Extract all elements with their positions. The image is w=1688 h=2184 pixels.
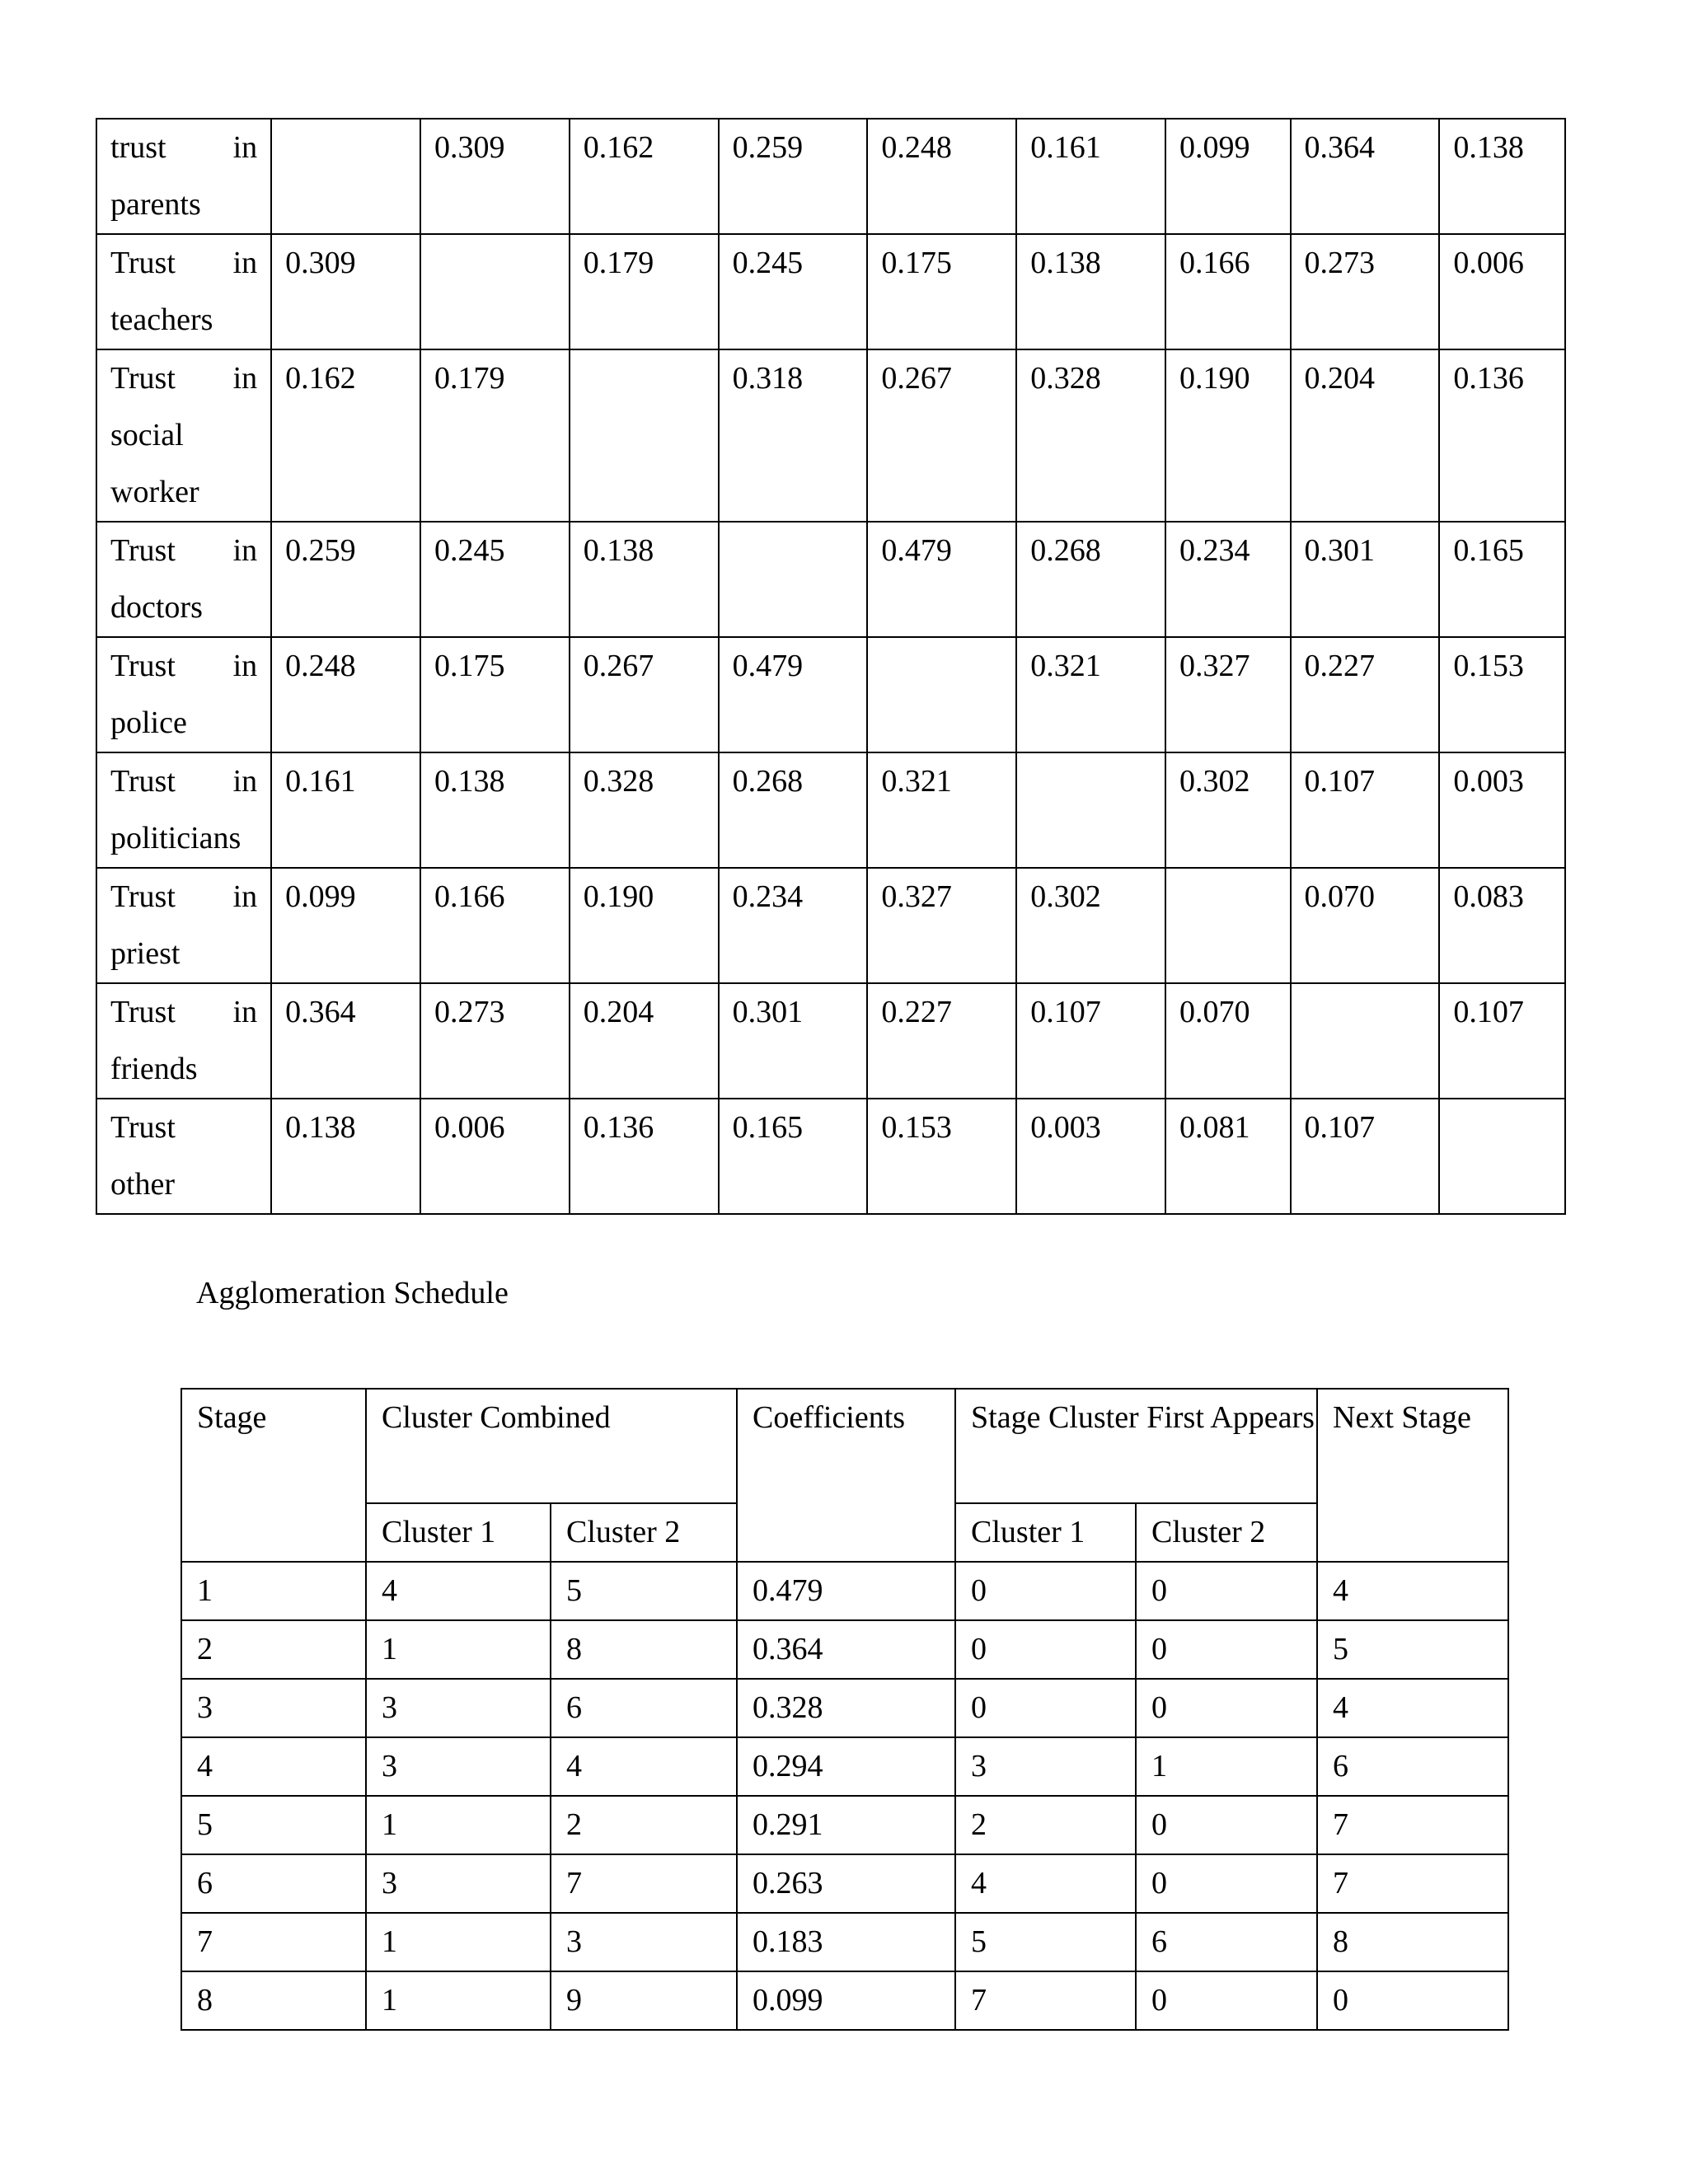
correlation-cell [1165, 868, 1291, 983]
row-label-line: priest [110, 936, 181, 971]
correlation-cell: 0.268 [1016, 522, 1165, 637]
correlation-table [96, 118, 1566, 1215]
schedule-header [181, 1389, 1508, 1562]
correlation-row [96, 983, 1565, 1099]
cluster-1-cell: 1 [366, 1913, 551, 1971]
row-label-line: other [110, 1167, 176, 1202]
correlation-cell: 0.248 [867, 119, 1016, 234]
first-appears-cluster-1-cell: 5 [955, 1913, 1136, 1971]
next-stage-cell: 8 [1317, 1913, 1508, 1971]
correlation-cell: 0.302 [1016, 868, 1165, 983]
correlation-cell: 0.165 [719, 1099, 868, 1214]
correlation-cell: 0.175 [867, 234, 1016, 349]
correlation-cell [1439, 1099, 1565, 1214]
schedule-title: Agglomeration Schedule [196, 1276, 509, 1310]
correlation-cell: 0.273 [1291, 234, 1440, 349]
correlation-cell: 0.006 [420, 1099, 570, 1214]
correlation-cell: 0.153 [1439, 637, 1565, 752]
schedule-row [181, 1796, 1508, 1854]
stage-cell: 1 [181, 1562, 366, 1620]
row-label-first-line [110, 869, 257, 926]
row-label-word: Trust [110, 533, 176, 568]
first-appears-cluster-1-cell: 7 [955, 1971, 1136, 2030]
correlation-cell: 0.259 [719, 119, 868, 234]
first-appears-cluster-2-cell: 0 [1136, 1562, 1317, 1620]
cluster-1-cell: 4 [366, 1562, 551, 1620]
correlation-cell: 0.204 [570, 983, 719, 1099]
stage-cell: 5 [181, 1796, 366, 1854]
coefficient-cell: 0.328 [737, 1679, 955, 1737]
coefficient-cell: 0.263 [737, 1854, 955, 1913]
first-appears-cluster-1-cell: 4 [955, 1854, 1136, 1913]
correlation-cell: 0.227 [1291, 637, 1440, 752]
correlation-cell: 0.328 [570, 752, 719, 868]
cluster-2-cell: 9 [551, 1971, 737, 2030]
correlation-cell: 0.107 [1291, 1099, 1440, 1214]
header-first-appears-cluster-1: Cluster 1 [955, 1503, 1136, 1562]
cluster-2-cell: 2 [551, 1796, 737, 1854]
stage-cell: 2 [181, 1620, 366, 1679]
row-label-word: Trust [110, 879, 176, 914]
stage-cell: 6 [181, 1854, 366, 1913]
correlation-cell: 0.136 [1439, 349, 1565, 522]
correlation-cell: 0.136 [570, 1099, 719, 1214]
correlation-cell: 0.081 [1165, 1099, 1291, 1214]
row-label-word: in [232, 246, 258, 280]
stage-cell: 8 [181, 1971, 366, 2030]
correlation-cell: 0.003 [1016, 1099, 1165, 1214]
row-label-line: parents [110, 187, 201, 222]
cluster-2-cell: 4 [551, 1737, 737, 1796]
row-label-word: in [232, 995, 258, 1029]
correlation-cell: 0.083 [1439, 868, 1565, 983]
stage-cell: 7 [181, 1913, 366, 1971]
correlation-cell [867, 637, 1016, 752]
row-label-first-line [110, 1099, 257, 1156]
correlation-cell: 0.107 [1016, 983, 1165, 1099]
first-appears-cluster-1-cell: 0 [955, 1562, 1136, 1620]
header-cluster-combined: Cluster Combined [366, 1389, 737, 1503]
correlation-cell [1291, 983, 1440, 1099]
correlation-cell: 0.161 [1016, 119, 1165, 234]
schedule-body [181, 1562, 1508, 2030]
correlation-row [96, 349, 1565, 522]
correlation-cell [271, 119, 420, 234]
header-combined-cluster-2: Cluster 2 [551, 1503, 737, 1562]
correlation-cell: 0.327 [1165, 637, 1291, 752]
correlation-cell [570, 349, 719, 522]
correlation-cell: 0.328 [1016, 349, 1165, 522]
row-label [96, 522, 271, 637]
next-stage-cell: 4 [1317, 1679, 1508, 1737]
row-label-line: friends [110, 1052, 198, 1086]
first-appears-cluster-2-cell: 6 [1136, 1913, 1317, 1971]
coefficient-cell: 0.291 [737, 1796, 955, 1854]
correlation-row [96, 868, 1565, 983]
row-label-line: politicians [110, 821, 241, 855]
correlation-cell: 0.138 [420, 752, 570, 868]
row-label [96, 119, 271, 234]
correlation-row [96, 522, 1565, 637]
schedule-row [181, 1737, 1508, 1796]
correlation-cell: 0.327 [867, 868, 1016, 983]
row-label [96, 868, 271, 983]
correlation-row [96, 752, 1565, 868]
coefficient-cell: 0.183 [737, 1913, 955, 1971]
correlation-cell: 0.234 [719, 868, 868, 983]
correlation-cell: 0.321 [867, 752, 1016, 868]
cluster-1-cell: 3 [366, 1737, 551, 1796]
first-appears-cluster-1-cell: 2 [955, 1796, 1136, 1854]
correlation-cell: 0.301 [719, 983, 868, 1099]
coefficient-cell: 0.364 [737, 1620, 955, 1679]
correlation-cell: 0.309 [420, 119, 570, 234]
stage-cell: 3 [181, 1679, 366, 1737]
correlation-cell: 0.179 [570, 234, 719, 349]
correlation-cell: 0.107 [1439, 983, 1565, 1099]
row-label-line: police [110, 705, 187, 740]
row-label [96, 234, 271, 349]
cluster-1-cell: 1 [366, 1620, 551, 1679]
correlation-table-body [96, 119, 1565, 1214]
correlation-cell: 0.267 [867, 349, 1016, 522]
row-label-word: trust [110, 130, 166, 165]
row-label-word: in [232, 361, 258, 396]
row-label-first-line [110, 235, 257, 292]
row-label-word: in [232, 764, 258, 799]
correlation-cell: 0.245 [420, 522, 570, 637]
correlation-cell: 0.161 [271, 752, 420, 868]
first-appears-cluster-1-cell: 0 [955, 1620, 1136, 1679]
first-appears-cluster-2-cell: 0 [1136, 1620, 1317, 1679]
correlation-cell: 0.301 [1291, 522, 1440, 637]
coefficient-cell: 0.294 [737, 1737, 955, 1796]
row-label [96, 752, 271, 868]
row-label-word: Trust [110, 649, 176, 683]
row-label-first-line [110, 638, 257, 695]
next-stage-cell: 5 [1317, 1620, 1508, 1679]
header-stage-cluster-first-appears: Stage Cluster First Appears [955, 1389, 1317, 1503]
first-appears-cluster-2-cell: 0 [1136, 1679, 1317, 1737]
header-stage: Stage [181, 1389, 366, 1562]
correlation-cell: 0.268 [719, 752, 868, 868]
correlation-cell: 0.003 [1439, 752, 1565, 868]
schedule-row [181, 1854, 1508, 1913]
correlation-cell: 0.099 [271, 868, 420, 983]
row-label [96, 983, 271, 1099]
correlation-cell: 0.273 [420, 983, 570, 1099]
header-first-appears-cluster-2: Cluster 2 [1136, 1503, 1317, 1562]
row-label-line: teachers [110, 302, 213, 337]
cluster-1-cell: 3 [366, 1854, 551, 1913]
coefficient-cell: 0.479 [737, 1562, 955, 1620]
correlation-cell: 0.162 [271, 349, 420, 522]
agglomeration-schedule-table [181, 1388, 1509, 2031]
first-appears-cluster-2-cell: 1 [1136, 1737, 1317, 1796]
correlation-cell: 0.267 [570, 637, 719, 752]
next-stage-cell: 4 [1317, 1562, 1508, 1620]
cluster-2-cell: 5 [551, 1562, 737, 1620]
correlation-cell: 0.259 [271, 522, 420, 637]
first-appears-cluster-2-cell: 0 [1136, 1971, 1317, 2030]
next-stage-cell: 6 [1317, 1737, 1508, 1796]
next-stage-cell: 0 [1317, 1971, 1508, 2030]
row-label-word: Trust [110, 764, 176, 799]
correlation-cell: 0.302 [1165, 752, 1291, 868]
row-label-first-line [110, 120, 257, 176]
first-appears-cluster-1-cell: 0 [955, 1679, 1136, 1737]
correlation-cell: 0.479 [719, 637, 868, 752]
first-appears-cluster-2-cell: 0 [1136, 1796, 1317, 1854]
cluster-1-cell: 3 [366, 1679, 551, 1737]
cluster-2-cell: 6 [551, 1679, 737, 1737]
correlation-cell: 0.138 [1016, 234, 1165, 349]
correlation-cell: 0.107 [1291, 752, 1440, 868]
header-next-stage: Next Stage [1317, 1389, 1508, 1562]
correlation-cell: 0.364 [1291, 119, 1440, 234]
first-appears-cluster-1-cell: 3 [955, 1737, 1136, 1796]
header-coefficients: Coefficients [737, 1389, 955, 1562]
correlation-cell: 0.479 [867, 522, 1016, 637]
row-label [96, 349, 271, 522]
row-label-first-line [110, 753, 257, 810]
row-label-line: doctors [110, 590, 203, 625]
correlation-cell: 0.321 [1016, 637, 1165, 752]
next-stage-cell: 7 [1317, 1854, 1508, 1913]
row-label [96, 637, 271, 752]
row-label-word: in [232, 533, 258, 568]
schedule-row [181, 1913, 1508, 1971]
row-label-word: in [232, 879, 258, 914]
correlation-cell: 0.227 [867, 983, 1016, 1099]
cluster-1-cell: 1 [366, 1971, 551, 2030]
schedule-row [181, 1620, 1508, 1679]
stage-cell: 4 [181, 1737, 366, 1796]
row-label-word: Trust [110, 995, 176, 1029]
correlation-row [96, 234, 1565, 349]
correlation-cell [420, 234, 570, 349]
correlation-cell: 0.179 [420, 349, 570, 522]
correlation-cell: 0.364 [271, 983, 420, 1099]
next-stage-cell: 7 [1317, 1796, 1508, 1854]
correlation-row [96, 119, 1565, 234]
cluster-1-cell: 1 [366, 1796, 551, 1854]
row-label-first-line [110, 350, 257, 407]
correlation-cell: 0.318 [719, 349, 868, 522]
correlation-cell: 0.153 [867, 1099, 1016, 1214]
cluster-2-cell: 3 [551, 1913, 737, 1971]
cluster-2-cell: 7 [551, 1854, 737, 1913]
correlation-cell [719, 522, 868, 637]
row-label-line: social [110, 418, 184, 452]
correlation-cell: 0.006 [1439, 234, 1565, 349]
row-label-word: in [232, 130, 258, 165]
row-label-word: in [232, 649, 258, 683]
correlation-cell: 0.190 [570, 868, 719, 983]
row-label-first-line [110, 984, 257, 1041]
correlation-cell: 0.190 [1165, 349, 1291, 522]
correlation-cell: 0.138 [271, 1099, 420, 1214]
correlation-row [96, 1099, 1565, 1214]
correlation-cell: 0.204 [1291, 349, 1440, 522]
correlation-cell: 0.138 [1439, 119, 1565, 234]
correlation-cell: 0.099 [1165, 119, 1291, 234]
correlation-cell: 0.162 [570, 119, 719, 234]
correlation-cell: 0.245 [719, 234, 868, 349]
correlation-cell: 0.175 [420, 637, 570, 752]
correlation-cell: 0.234 [1165, 522, 1291, 637]
correlation-cell: 0.248 [271, 637, 420, 752]
header-combined-cluster-1: Cluster 1 [366, 1503, 551, 1562]
correlation-cell: 0.166 [420, 868, 570, 983]
schedule-row [181, 1971, 1508, 2030]
correlation-cell: 0.165 [1439, 522, 1565, 637]
schedule-row [181, 1562, 1508, 1620]
row-label [96, 1099, 271, 1214]
first-appears-cluster-2-cell: 0 [1136, 1854, 1317, 1913]
cluster-2-cell: 8 [551, 1620, 737, 1679]
correlation-cell: 0.138 [570, 522, 719, 637]
correlation-cell: 0.070 [1165, 983, 1291, 1099]
correlation-cell: 0.070 [1291, 868, 1440, 983]
row-label-line: worker [110, 475, 199, 509]
correlation-cell [1016, 752, 1165, 868]
row-label-first-line [110, 523, 257, 579]
row-label-word: Trust [110, 361, 176, 396]
correlation-cell: 0.166 [1165, 234, 1291, 349]
correlation-cell: 0.309 [271, 234, 420, 349]
row-label-word: Trust [110, 1110, 176, 1145]
row-label-word: Trust [110, 246, 176, 280]
coefficient-cell: 0.099 [737, 1971, 955, 2030]
correlation-row [96, 637, 1565, 752]
schedule-row [181, 1679, 1508, 1737]
